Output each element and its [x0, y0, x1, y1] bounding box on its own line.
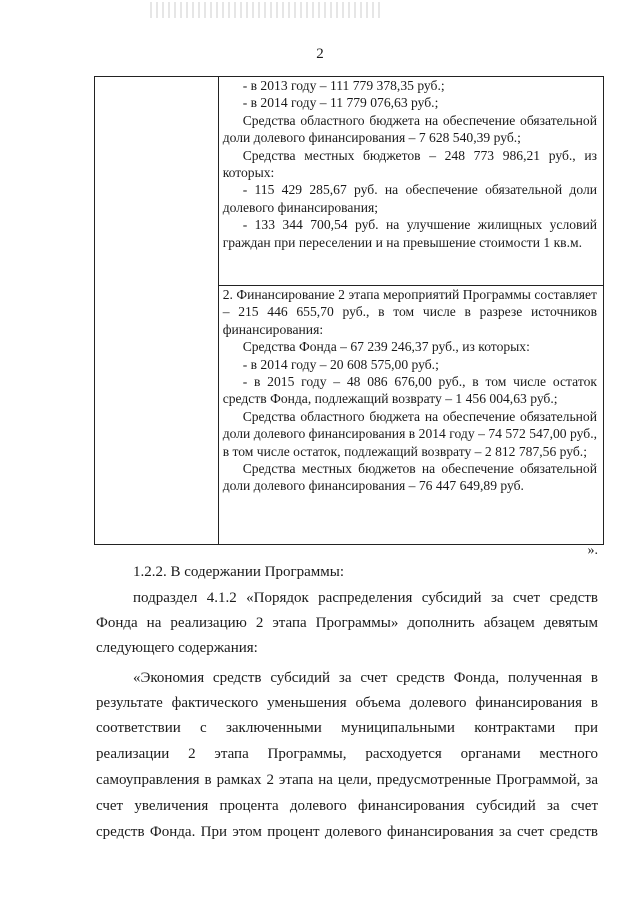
table-line: - 133 344 700,54 руб. на улучшение жилищных условий граждан при переселении и на превышение стоимости 1 кв.м. [222, 217, 597, 250]
table-line: - в 2013 году – 111 779 378,35 руб.; [242, 78, 445, 93]
scan-noise [150, 2, 380, 18]
table-label-cell [95, 77, 219, 545]
financing-table [94, 76, 604, 545]
table-line: - в 2014 году – 11 779 076,63 руб.; [242, 95, 439, 111]
table-line: Средства местных бюджетов – 248 773 986,21 руб., из которых: [222, 147, 597, 181]
paragraph-line: следующего содержания: [96, 640, 258, 656]
table-line: Средства Фонда – 67 239 246,37 руб., из которых: [242, 339, 530, 355]
table-cell-stage2 [218, 286, 603, 545]
table-line: 2. Финансирование 2 этапа мероприятий Программы составляет – 215 446 655,70 руб., в том числе в разрезе источников финансирования: [222, 287, 597, 337]
paragraph-line: реализации 2 этапа Программы, расходуется органами местного [96, 746, 598, 762]
table-line: - в 2015 году – 48 086 676,00 руб., в том числе остаток средств Фонда, подлежащий возврату – 1 456 004,63 руб.; [222, 374, 597, 407]
page-number: 2 [316, 46, 324, 62]
paragraph-line: счет увеличения процента долевого финансирования субсидий за счет [96, 798, 598, 814]
paragraph-line: подраздел 4.1.2 «Порядок распределения субсидий за счет средств [133, 590, 598, 606]
paragraph-line: Фонда на реализацию 2 этапа Программы» дополнить абзацем девятым [96, 615, 598, 631]
section-heading: 1.2.2. В содержании Программы: [133, 564, 344, 580]
paragraph-line: соответствии с заключенными муниципальными контрактами при [96, 720, 598, 736]
table-row [95, 77, 604, 286]
paragraph-line: «Экономия средств субсидий за счет средств Фонда, полученная в [133, 670, 598, 686]
paragraph-line: результате фактического уменьшения объема долевого финансирования в [96, 695, 598, 711]
table-line: - в 2014 году – 20 608 575,00 руб.; [242, 356, 439, 372]
paragraph-line: самоуправления в рамках 2 этапа на цели, предусмотренные Программой, за [96, 772, 598, 788]
table-line: Средства областного бюджета на обеспечение обязательной доли долевого финансирования – 7 628 540,39 руб.; [222, 112, 597, 146]
closing-quote: ». [587, 543, 598, 558]
table-line: Средства местных бюджетов на обеспечение обязательной доли долевого финансирования – 76 447 649,89 руб. [222, 461, 597, 494]
paragraph-line: средств Фонда. При этом процент долевого финансирования за счет средств [96, 824, 598, 840]
table-cell-stage1 [218, 77, 603, 286]
table-line: Средства областного бюджета на обеспечение обязательной доли долевого финансирования в 2014 году – 74 572 547,00 руб., в том числе остаток, подлежащий возврату – 2 812 787,56 руб.; [222, 408, 597, 459]
table-line: - 115 429 285,67 руб. на обеспечение обязательной доли долевого финансирования; [222, 182, 597, 215]
